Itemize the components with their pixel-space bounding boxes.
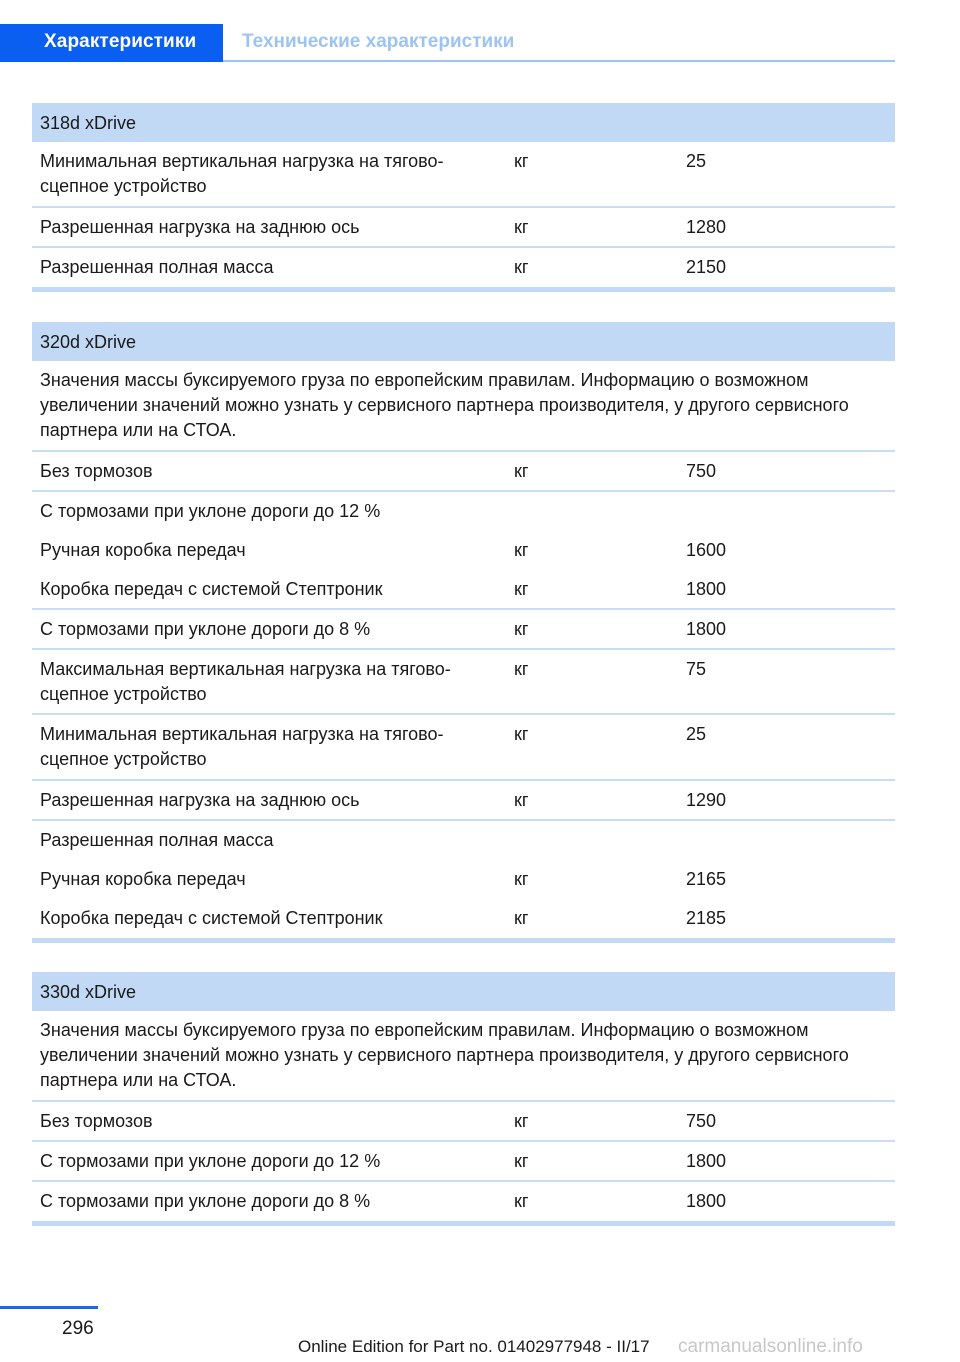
row-unit: кг: [514, 151, 529, 171]
row-label: Максимальная вертикальная нагрузка на тягово-сцепное устройство: [40, 659, 451, 704]
table-row: [32, 610, 895, 650]
row-label: Ручная коробка передач: [40, 869, 246, 889]
table-note: Значения массы буксируемого груза по европейским правилам. Информацию о возможном увеличении значений можно узнать у сервисного партнера производителя, у другого сервисного партнера или на СТОА.: [32, 361, 895, 452]
row-label: С тормозами при уклоне дороги до 12 %: [40, 501, 381, 521]
row-value: 750: [686, 1111, 717, 1131]
table-row: [32, 715, 895, 781]
row-value: 1800: [686, 1151, 727, 1171]
edition-text: Online Edition for Part no. 01402977948 - II/17: [298, 1337, 650, 1356]
table-row: [32, 821, 895, 860]
row-value: 25: [686, 724, 707, 744]
row-label: Без тормозов: [40, 461, 153, 481]
row-value: 75: [686, 659, 707, 679]
row-unit: кг: [514, 869, 529, 889]
row-label: Коробка передач с системой Стептроник: [40, 579, 383, 599]
table-row: [32, 452, 895, 492]
row-unit: кг: [514, 257, 529, 277]
row-label: Разрешенная полная масса: [40, 257, 274, 277]
row-unit: кг: [514, 619, 529, 639]
footer-accent-line: [0, 1306, 98, 1309]
row-value: 25: [686, 151, 707, 171]
table-row: [32, 142, 895, 208]
table-row: [32, 650, 895, 715]
table-end-bar: [32, 287, 895, 292]
row-unit: кг: [514, 790, 529, 810]
table-row: [32, 860, 895, 899]
table-note: Значения массы буксируемого груза по европейским правилам. Информацию о возможном увеличении значений можно узнать у сервисного партнера производителя, у другого сервисного партнера или на СТОА.: [32, 1011, 895, 1102]
table-title: 330d xDrive: [32, 972, 895, 1011]
row-label: Минимальная вертикальная нагрузка на тягово-сцепное устройство: [40, 724, 444, 769]
table-row: [32, 492, 895, 531]
row-label: С тормозами при уклоне дороги до 12 %: [40, 1151, 381, 1171]
row-label: Коробка передач с системой Стептроник: [40, 908, 383, 928]
table-row: [32, 570, 895, 610]
row-unit: кг: [514, 540, 529, 560]
watermark: carmanualsonline.info: [678, 1336, 863, 1357]
row-value: 1800: [686, 619, 727, 639]
page-number: 296: [62, 1318, 94, 1339]
row-unit: кг: [514, 461, 529, 481]
row-label: Без тормозов: [40, 1111, 153, 1131]
page-header: [0, 24, 895, 63]
row-unit: кг: [514, 217, 529, 237]
row-label: Разрешенная нагрузка на заднюю ось: [40, 217, 360, 237]
table-row: [32, 781, 895, 821]
table-title: 318d xDrive: [32, 103, 895, 142]
row-value: 2185: [686, 908, 727, 928]
spec-table-320d: [32, 322, 895, 943]
table-end-bar: [32, 938, 895, 943]
header-divider: [223, 60, 895, 62]
row-value: 1280: [686, 217, 727, 237]
row-label: Ручная коробка передач: [40, 540, 246, 560]
row-value: 1800: [686, 1191, 727, 1211]
spec-table-330d: [32, 972, 895, 1226]
row-value: 750: [686, 461, 717, 481]
table-title: 320d xDrive: [32, 322, 895, 361]
row-unit: кг: [514, 908, 529, 928]
row-value: 1800: [686, 579, 727, 599]
row-label: Разрешенная полная масса: [40, 830, 274, 850]
table-row: [32, 1142, 895, 1182]
row-unit: кг: [514, 1191, 529, 1211]
table-row: [32, 208, 895, 248]
table-end-bar: [32, 1221, 895, 1226]
row-unit: кг: [514, 1151, 529, 1171]
row-value: 2150: [686, 257, 727, 277]
section-tab-technical-characteristics[interactable]: Технические характеристики: [242, 31, 515, 52]
table-row: [32, 248, 895, 287]
row-unit: кг: [514, 724, 529, 744]
table-row: [32, 1102, 895, 1142]
row-unit: кг: [514, 659, 529, 679]
row-label: Минимальная вертикальная нагрузка на тягово-сцепное устройство: [40, 151, 444, 196]
section-tab-characteristics[interactable]: Характеристики: [0, 24, 223, 62]
table-row: [32, 899, 895, 938]
spec-table-318d: [32, 103, 895, 292]
row-label: С тормозами при уклоне дороги до 8 %: [40, 619, 371, 639]
table-row: [32, 531, 895, 570]
row-unit: кг: [514, 1111, 529, 1131]
table-row: [32, 1182, 895, 1221]
row-unit: кг: [514, 579, 529, 599]
row-label: С тормозами при уклоне дороги до 8 %: [40, 1191, 371, 1211]
row-value: 2165: [686, 869, 727, 889]
row-value: 1290: [686, 790, 727, 810]
row-label: Разрешенная нагрузка на заднюю ось: [40, 790, 360, 810]
row-value: 1600: [686, 540, 727, 560]
